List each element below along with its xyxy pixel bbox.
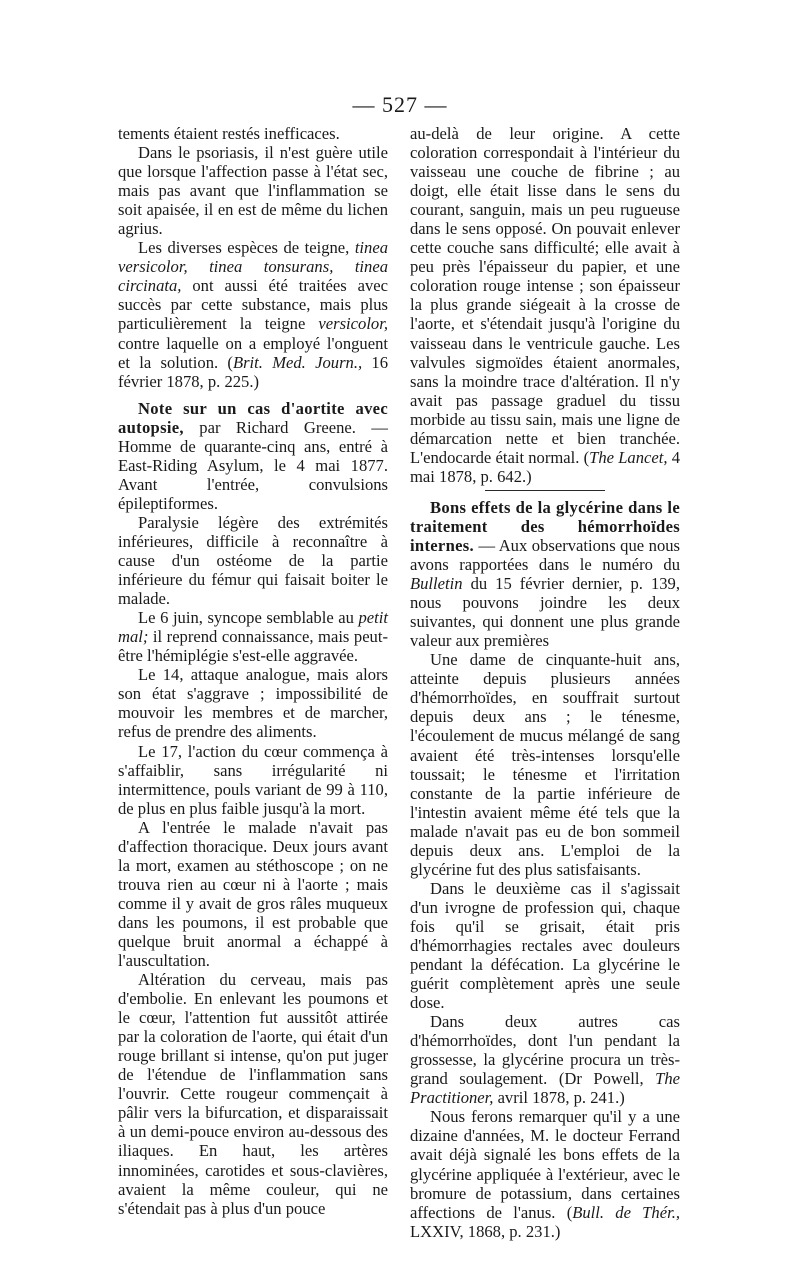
text-run: — Aux observations que nous avons rapportées dans le numéro du: [410, 535, 680, 575]
text-run: du 15 février dernier, p. 139, nous pouvons joindre les deux suivantes, qui donnent une plus grande valeur aux premières: [410, 574, 680, 651]
paragraph: Une dame de cinquante-huit ans, atteinte depuis plusieurs années d'hémorrhoïdes, en souffrait surtout depuis deux ans ; le ténesme, l'écoulement de mucus mélangé de sang avaient été très-intenses lorsqu'elle toussait; le ténesme et l'irritation constante de la partie inférieure de l'intestin avaient même été tels que la malade n'avait pas eu de bon sommeil depuis deux ans. L'emploi de la glycérine fut des plus satisfaisants.: [410, 650, 680, 879]
paragraph: [410, 124, 680, 486]
article-paragraph: [410, 498, 680, 650]
text-run: Le 6 juin, syncope semblable au: [138, 608, 359, 628]
italic-run: tinea versicolor, tinea tonsurans, tinea circinata,: [118, 238, 388, 296]
text-run: il reprend connaissance, mais peut-être l'hémiplégie s'est-elle aggravée.: [118, 627, 388, 666]
paragraph: Altération du cerveau, mais pas d'embolie. En enlevant les poumons et le cœur, l'attention fut aussitôt attirée par la coloration de l'aorte, qui était d'un rouge brillant si intense, qu'on put juger de l'étendue de l'inflammation sans l'ouvrir. Cette rougeur commençait à pâlir vers la bifurcation, et disparaissait à un demi-pouce environ au-dessous des iliaques. En haut, les artères innominées, carotides et sous-clavières, avaient la même couleur, qui ne s'étendait pas à plus d'un pouce: [118, 970, 388, 1218]
paragraph: [118, 608, 388, 665]
text-run: par Richard Greene. — Homme de quarante-cinq ans, entré à East-Riding Asylum, le 4 mai 1877. Avant l'entrée, convulsions épileptiformes.: [118, 417, 388, 513]
right-column: [410, 124, 680, 1241]
paragraph: [118, 238, 388, 390]
paragraph: Dans le psoriasis, il n'est guère utile que lorsque l'affection passe à l'état sec, mais pas avant que l'inflammation se soit apaisée, il en est de même du lichen agrius.: [118, 143, 388, 239]
italic-run: The Practitioner,: [410, 1069, 680, 1108]
paragraph: [410, 1012, 680, 1107]
article-title: Bons effets de la glycérine dans le traitement des hémorrhoïdes internes.: [410, 497, 680, 555]
italic-run: Brit. Med. Journ.,: [232, 352, 363, 372]
page-number: — 527 —: [352, 92, 448, 117]
paragraph: Paralysie légère des extrémités inférieures, difficile à reconnaître à cause d'un ostéome de la partie inférieure du fémur qui faisait boiter le malade.: [118, 512, 388, 609]
paragraph: Le 14, attaque analogue, mais alors son état s'aggrave ; impossibilité de mouvoir les membres et de marcher, refus de prendre des aliments.: [118, 665, 388, 742]
text-run: Les diverses espèces de teigne,: [138, 238, 355, 258]
text-run: 4 mai 1878, p. 642.): [410, 447, 681, 486]
text-run: au-delà de leur origine. A cette coloration correspondait à l'intérieur du vaisseau une couche de fibrine ; au doigt, elle était lisse dans le sens du courant, sanguin, mais un peu rugueuse dans le sens opposé. On pouvait enlever cette couche sans difficulté; elle avait à peu près l'épaisseur du papier, et une coloration rouge intense ; son épaisseur la plus grande siégeait à la crosse de l'aorte, et s'étendait jusqu'à l'origine du vaisseau dans le ventricule gauche. Les valvules sigmoïdes étaient anormales, sans la moindre trace d'altération. Il n'y avait pas passage graduel du tissu morbide au tissu sain, mais une ligne de démarcation nette et bien tranchée. L'endocarde était normal. (: [410, 124, 680, 467]
article-title: Note sur un cas d'aortite avec autopsie,: [118, 398, 388, 437]
paragraph: [410, 1107, 680, 1240]
italic-run: versicolor,: [318, 314, 388, 334]
italic-run: Bulletin: [410, 574, 463, 594]
section-divider: [485, 490, 605, 491]
text-run: avril 1878, p. 241.): [493, 1088, 625, 1108]
paragraph: tements étaient restés inefficaces.: [118, 124, 340, 143]
text-run: LXXIV, 1868, p. 231.): [410, 1221, 561, 1241]
spacer: [118, 391, 388, 399]
italic-run: petit mal;: [118, 608, 388, 647]
paragraph: Le 17, l'action du cœur commença à s'affaiblir, sans irrégularité ni intermittence, pouls variant de 99 à 110, de plus en plus faible jusqu'à la mort.: [118, 741, 388, 818]
italic-run: Bull. de Thér.,: [572, 1202, 680, 1222]
paragraph: A l'entrée le malade n'avait pas d'affection thoracique. Deux jours avant la mort, examen au stéthoscope ; on ne trouva rien au cœur ni à l'aorte ; mais comme il y avait de gros râles muqueux dans les poumons, il est probable que quelque bruit anormal a échappé à l'auscultation.: [118, 817, 388, 971]
text-run: Dans deux autres cas d'hémorrhoïdes, dont l'un pendant la grossesse, la glycérine procura un très-grand soulagement. (Dr Powell,: [410, 1012, 680, 1089]
text-run: 16 février 1878, p. 225.): [118, 352, 388, 391]
text-run: ont aussi été traitées avec succès par cette substance, mais plus particulièrement la teigne: [118, 276, 388, 334]
text-run: contre laquelle on a employé l'onguent et la solution. (: [118, 333, 388, 372]
left-column: [118, 124, 388, 1218]
italic-run: The Lancet,: [589, 447, 668, 467]
paragraph: Dans le deuxième cas il s'agissait d'un ivrogne de profession qui, chaque fois qu'il se grisait, était pris d'hémorrhagies rectales avec douleurs pendant la défécation. La glycérine le guérit complètement après une seule dose.: [410, 878, 680, 1013]
article-paragraph: [118, 399, 388, 513]
text-run: Nous ferons remarquer qu'il y a une dizaine d'années, M. le docteur Ferrand avait déjà signalé les bons effets de la glycérine appliquée à l'extérieur, avec le bromure de potassium, dans certaines affections de l'anus. (: [410, 1107, 680, 1222]
